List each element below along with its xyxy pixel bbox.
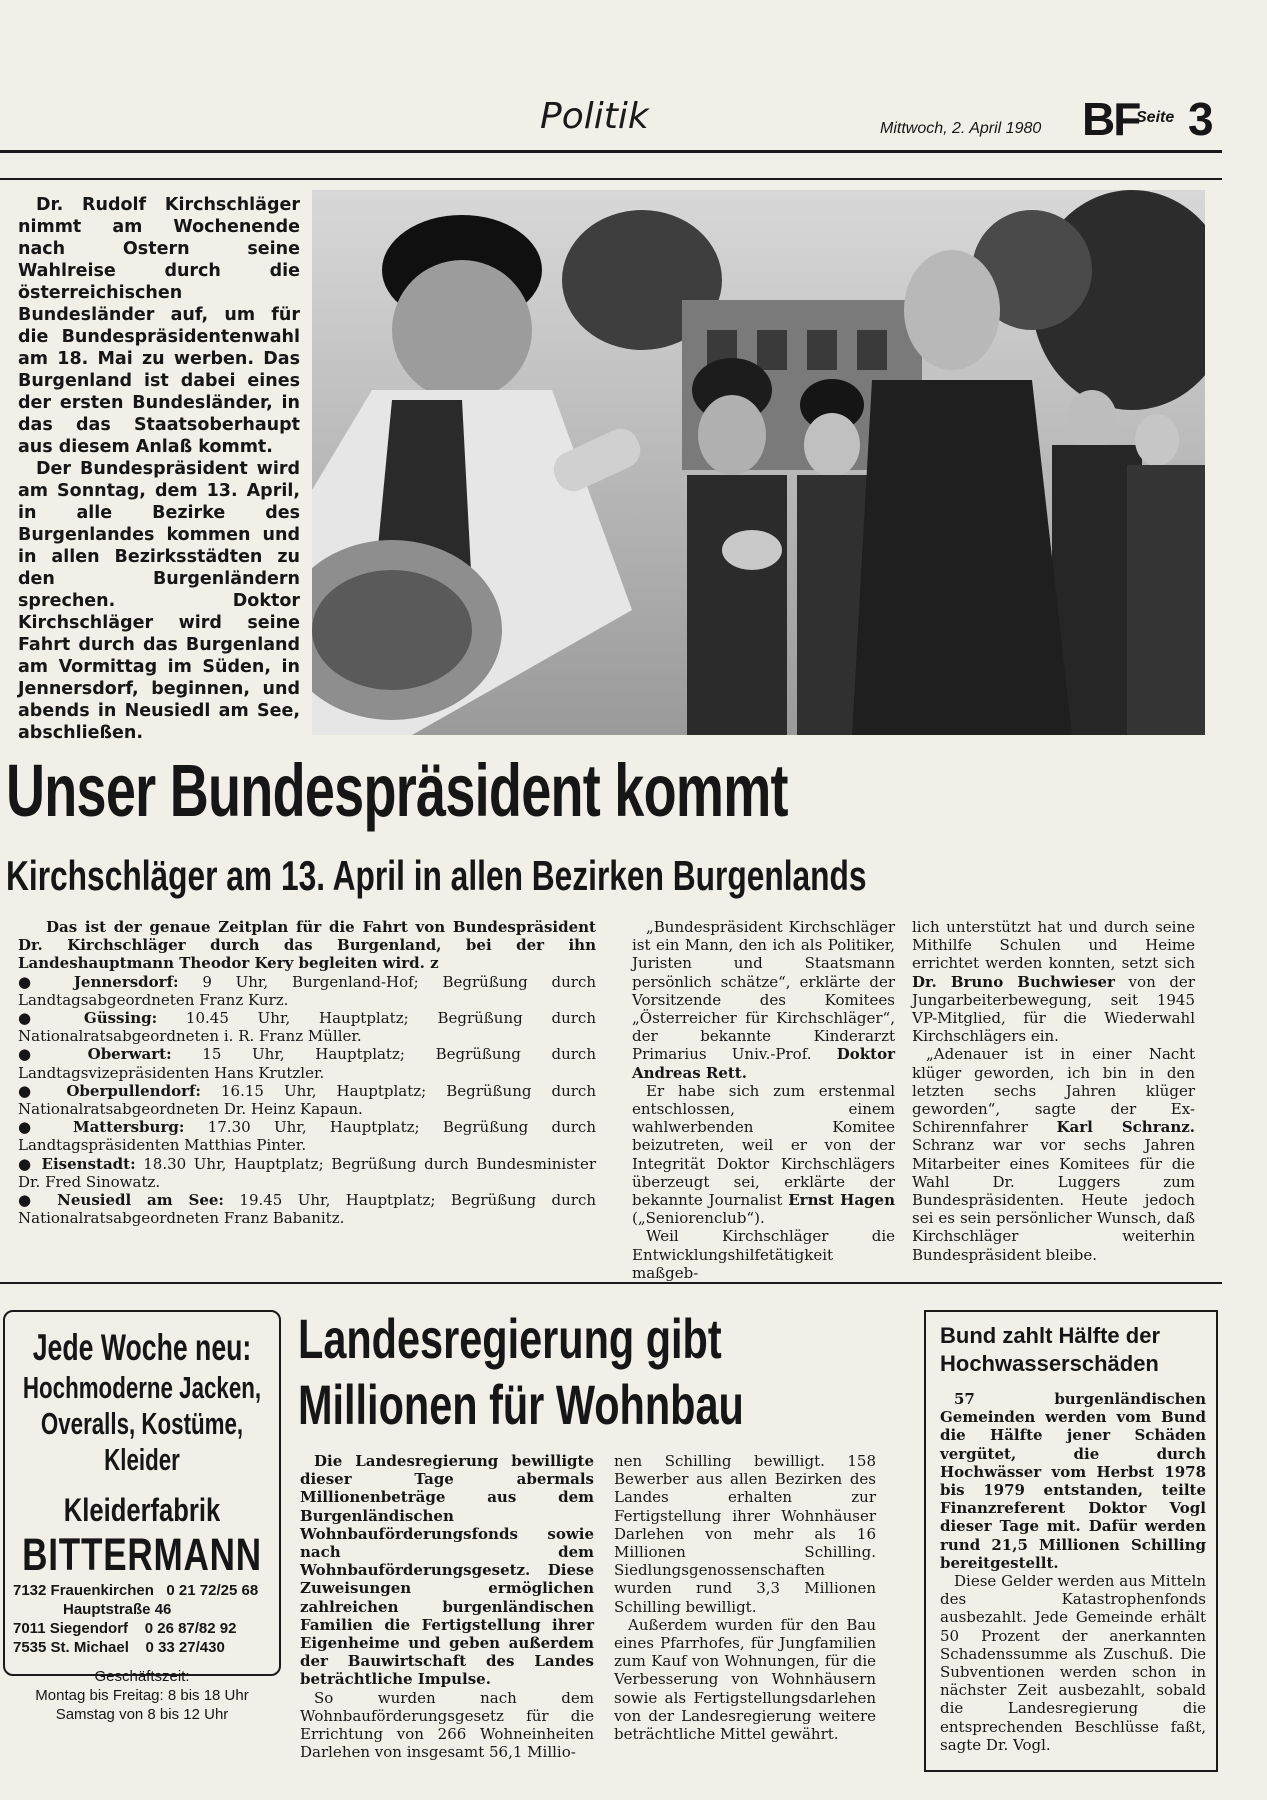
schedule-lead: Das ist der genaue Zeitplan für die Fahrt von Bundespräsident Dr. Kirchschläger durch das Burgenland, bei der ihn Landeshauptmann Theodor Kery begleiten wird. z bbox=[18, 918, 596, 973]
article-column bbox=[300, 1452, 594, 1761]
quote-column bbox=[632, 918, 895, 1282]
subheadline: Kirchschläger am 13. April in allen Bezirken Burgenlands bbox=[6, 852, 867, 899]
ad-address: 7535 St. Michael 0 33 27/430 bbox=[13, 1639, 225, 1656]
intro-text bbox=[18, 194, 300, 744]
ad-company-name: BITTERMANN bbox=[22, 1529, 262, 1580]
header-rule bbox=[0, 150, 1222, 153]
body-paragraph: Diese Gelder werden aus Mitteln des Katastrophenfonds ausbezahlt. Jede Gemeinde erhält 50 Prozent der anerkannten Schadenssumme als Zuschuß. Die Subventionen werden schon in nächster Zeit ausbezahlt, sobald die Landesregierung die entsprechenden Beschlüsse faßt, sagte Dr. Vogl. bbox=[940, 1572, 1206, 1754]
ad-hours-title: Geschäftszeit: bbox=[94, 1668, 190, 1685]
schedule-column bbox=[18, 918, 596, 1227]
article-lead: 57 burgenländischen Gemeinden werden vom Bund die Hälfte jener Schäden vergütet, die durch Hochwässer vom Herbst 1978 bis 1979 entstanden, teilte Finanzreferent Doktor Vogl dieser Tage mit. Dafür werden rund 21,5 Millionen Schilling bereitgestellt. bbox=[940, 1390, 1206, 1572]
body-paragraph: „Bundespräsident Kirchschläger ist ein Mann, den ich als Politiker, Juristen und Staatsmann persönlich schätze“, erklärte der Vorsitzende des Komitees „Österreicher für Kirchschläger“, der bekannte Kinderarzt Primarius Univ.-Prof. Doktor Andreas Rett. bbox=[632, 918, 895, 1082]
issue-date: Mittwoch, 2. April 1980 bbox=[880, 120, 1042, 137]
schedule-item: ● Mattersburg: 17.30 Uhr, Hauptplatz; Begrüßung durch Landtagspräsidenten Matthias Pinter. bbox=[18, 1118, 596, 1155]
header-rule-thin bbox=[0, 178, 1222, 180]
schedule-item: ● Güssing: 10.45 Uhr, Hauptplatz; Begrüßung durch Nationalratsabgeordneten i. R. Franz Müller. bbox=[18, 1009, 596, 1046]
page-number: 3 bbox=[1188, 93, 1214, 145]
schedule-item: ● Jennersdorf: 9 Uhr, Burgenland-Hof; Begrüßung durch Landtagsabgeordneten Franz Kurz. bbox=[18, 972, 597, 1009]
intro-paragraph: Dr. Rudolf Kirchschläger nimmt am Wochenende nach Ostern seine Wahlreise durch die österreichischen Bundesländer auf, um für die Bundespräsidentenwahl am 18. Mai zu werben. Das Burgenland ist dabei eines der ersten Bundesländer, in das das Staatsoberhaupt aus diesem Anlaß kommt. bbox=[18, 195, 300, 457]
schedule-item: ● Eisenstadt: 18.30 Uhr, Hauptplatz; Begrüßung durch Bundesminister Dr. Fred Sinowatz. bbox=[18, 1154, 597, 1191]
article-column bbox=[614, 1452, 876, 1743]
news-photo bbox=[312, 190, 1205, 735]
ad-headline: Jede Woche neu: bbox=[32, 1327, 252, 1368]
ad-hours: Montag bis Freitag: 8 bis 18 Uhr bbox=[35, 1687, 249, 1704]
page-label: Seite bbox=[1136, 109, 1175, 126]
support-column bbox=[912, 918, 1195, 1264]
body-paragraph: lich unterstützt hat und durch seine Mithilfe Schulen und Heime errichtet werden konnten, setzt sich Dr. Bruno Buchwieser von der Jungarbeiterbewegung, seit 1945 VP-Mitglied, für die Wiederwahl Kirchschlägers ein. bbox=[912, 918, 1195, 1046]
ad-line: Kleider bbox=[104, 1442, 180, 1477]
schedule-item: ● Neusiedl am See: 19.45 Uhr, Hauptplatz; Begrüßung durch Nationalratsabgeordneten Franz Babanitz. bbox=[18, 1191, 597, 1228]
article-column bbox=[940, 1390, 1206, 1754]
body-paragraph: Weil Kirchschläger die Entwicklungshilfetätigkeit maßgeb- bbox=[632, 1227, 895, 1282]
schedule-item: ● Oberpullendorf: 16.15 Uhr, Hauptplatz; Begrüßung durch Nationalratsabgeordneten Dr. Heinz Kapaun. bbox=[18, 1081, 596, 1119]
ad-address: 7132 Frauenkirchen 0 21 72/25 68 bbox=[13, 1582, 259, 1599]
section-divider bbox=[0, 1282, 1222, 1284]
section-title: Politik bbox=[540, 96, 649, 137]
ad-line: Hochmoderne Jacken, bbox=[22, 1370, 262, 1405]
advertisement bbox=[3, 1310, 281, 1723]
photo-illustration bbox=[312, 190, 1205, 735]
body-paragraph: Er habe sich zum erstenmal entschlossen, einem wahlwerbenden Komitee beizutreten, weil er von der Integrität Doktor Kirchschlägers überzeugt sei, erklärte der bekannte Journalist Ernst Hagen („Seniorenclub“). bbox=[632, 1081, 895, 1228]
ad-company-type: Kleiderfabrik bbox=[63, 1492, 221, 1528]
body-paragraph: Außerdem wurden für den Bau eines Pfarrhofes, für Jungfamilien zum Kauf von Wohnungen, für die Verbesserung von Wohnhäusern sowie als Fertigstellungsdarlehen von der Landesregierung weitere beträchtliche Mittel gewährt. bbox=[614, 1615, 876, 1744]
body-paragraph: „Adenauer ist in einer Nacht klüger geworden, ich bin in den letzten sechs Jahren klüger geworden“, sagte der Ex-Schirennfahrer Karl Schranz. Schranz war vor sechs Jahren Mitarbeiter eines Komitees für die Wahl Dr. Luggers zum Bundespräsidenten. Heute jedoch sei es sein persönlicher Wunsch, daß Kirchschläger weiterhin Bundespräsident bleibe. bbox=[912, 1045, 1195, 1264]
ad-line: Overalls, Kostüme, bbox=[40, 1406, 244, 1441]
schedule-item: ● Oberwart: 15 Uhr, Hauptplatz; Begrüßung durch Landtagsvizepräsidenten Hans Krutzler. bbox=[18, 1045, 596, 1082]
headline: Unser Bundespräsident kommt bbox=[6, 749, 788, 832]
body-paragraph: So wurden nach dem Wohnbauförderungsgesetz für die Errichtung von 266 Wohneinheiten Darlehen von insgesamt 56,1 Millio- bbox=[300, 1688, 594, 1762]
ad-hours: Samstag von 8 bis 12 Uhr bbox=[55, 1706, 229, 1723]
intro-paragraph: Der Bundespräsident wird am Sonntag, dem 13. April, in alle Bezirke des Burgenlandes kommen und in allen Bezirksstädten zu den Burgenländern sprechen. Doktor Kirchschläger wird seine Fahrt durch das Burgenland am Vormittag im Süden, in Jennersdorf, beginnen, und abends in Neusiedl am See, abschließen. bbox=[18, 459, 300, 743]
article-headline: Bund zahlt Hälfte der Hochwasserschäden bbox=[940, 1323, 1161, 1376]
article-lead: Die Landesregierung bewilligte dieser Tage abermals Millionenbeträge aus dem Burgenländischen Wohnbauförderungsfonds sowie nach dem Wohnbauförderungsgesetz. Diese Zuweisungen ermöglichen zahlreichen burgenländischen Familien die Fertigstellung ihrer Eigenheime und geben außerdem der Bauwirtschaft des Landes beträchtliche Impulse. bbox=[300, 1452, 594, 1689]
newspaper-logo: BF bbox=[1082, 93, 1140, 145]
article-headline: Landesregierung gibt Millionen für Wohnbau bbox=[298, 1307, 744, 1436]
ad-address: 7011 Siegendorf 0 26 87/82 92 bbox=[13, 1620, 237, 1637]
ad-address: Hauptstraße 46 bbox=[13, 1601, 172, 1618]
body-paragraph: nen Schilling bewilligt. 158 Bewerber aus allen Bezirken des Landes erhalten zur Fertigstellung ihrer Wohnhäuser Darlehen von mehr als 16 Millionen Schilling. Siedlungsgenossenschaften wurden rund 3,3 Millionen Schilling bewilligt. bbox=[614, 1452, 876, 1616]
